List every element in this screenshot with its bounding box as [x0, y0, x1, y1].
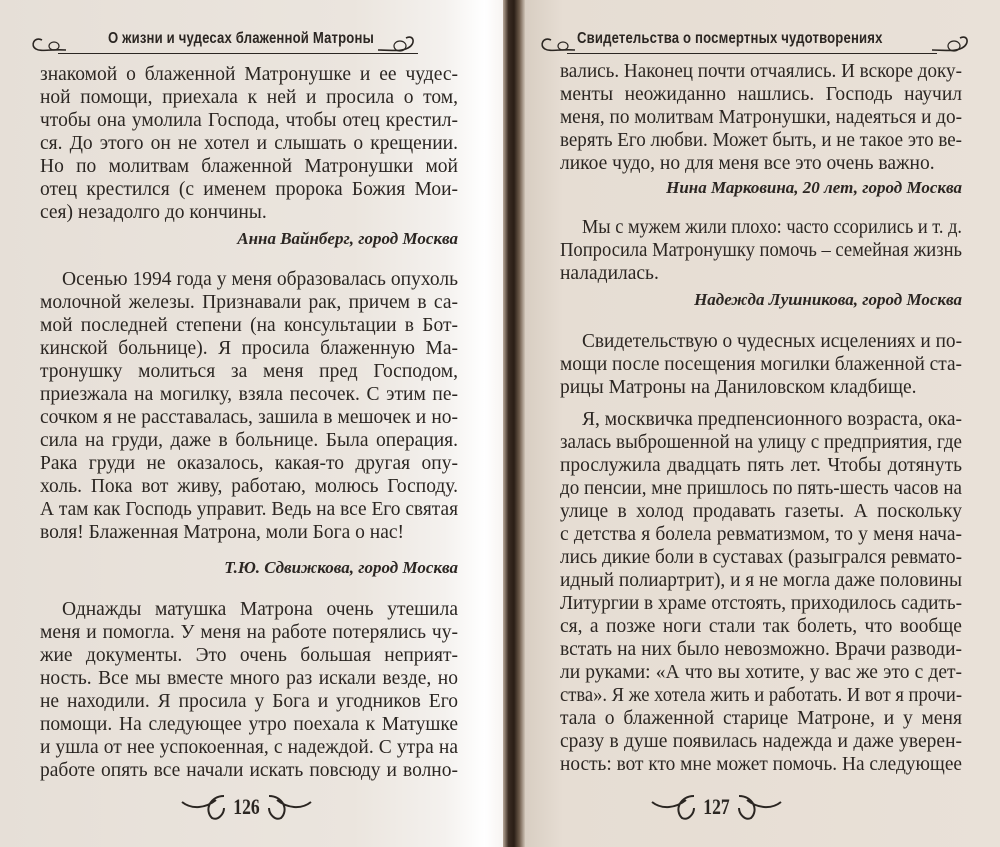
text-line	[40, 132, 458, 155]
line-text: сея) незадолго до кончины.	[40, 202, 267, 223]
text-line	[560, 152, 962, 175]
header-rule	[58, 53, 418, 55]
line-text: сразу в душе появилась надежда и даже уверен-	[560, 731, 962, 752]
line-text: Литургии в храме отстоять, приходилось садить-	[560, 593, 963, 614]
line-text: Мы с мужем жили плохо: часто ссорились и т. д.	[582, 217, 962, 238]
text-line	[560, 707, 962, 730]
line-text: приезжала на могилку, взяла песочек. С этим пе-	[40, 384, 459, 405]
text-line	[40, 498, 458, 521]
text-line	[40, 406, 458, 429]
signature	[560, 288, 962, 311]
line-text: ной помощи, приехала к ней и просила о том,	[40, 87, 458, 108]
signature-line	[40, 227, 458, 250]
text-line	[40, 178, 458, 201]
line-text: А там как Господь управит. Ведь на все Его святая	[40, 499, 459, 520]
line-text: ликое чудо, но для меня все это очень важно.	[560, 153, 935, 174]
signature-text: Нина Марковина, 20 лет, город Москва	[666, 178, 962, 197]
flourish-right-icon	[378, 34, 422, 56]
running-header	[537, 28, 977, 54]
line-text: жие документы. Это очень большая неприят-	[40, 645, 458, 666]
line-text: до пенсии, мне пришлось по пять-шесть часов на	[560, 478, 962, 499]
text-line	[40, 201, 458, 224]
text-line	[40, 314, 458, 337]
text-line	[40, 521, 458, 544]
line-text: и ушла от нее успокоенная, с надеждой. С утра на	[40, 737, 458, 758]
text-line	[40, 291, 458, 314]
line-text: лись дикие боли в суставах (разыгрался ревмато-	[560, 547, 962, 568]
line-text: отец крестился (с именем пророка Божия Мои-	[40, 179, 458, 200]
paragraph	[560, 60, 962, 175]
ornament-left-icon	[650, 792, 700, 822]
line-text: с детства я болела ревматизмом, то у меня нача-	[560, 524, 963, 545]
text-line	[560, 408, 962, 431]
line-text: ли руками: «А что вы хотите, у вас же это с дет-	[560, 662, 963, 683]
text-line	[560, 106, 962, 129]
ornament-left-icon	[180, 792, 230, 822]
text-line	[560, 477, 962, 500]
text-line	[40, 713, 458, 736]
paragraph	[560, 330, 962, 399]
text-line	[560, 330, 962, 353]
line-text: идный полиартрит), и я не могла даже половины	[560, 570, 963, 591]
line-text: ность: вот кто мне может помочь. На следующее	[560, 754, 963, 775]
line-text: не находили. Я просила у Бога и угодников Его	[40, 691, 458, 712]
signature-text: Анна Вайнберг, город Москва	[237, 229, 458, 248]
text-line	[40, 667, 458, 690]
text-line	[560, 546, 962, 569]
text-line	[40, 337, 458, 360]
signature-line	[560, 288, 962, 311]
paragraph	[560, 216, 962, 285]
line-text: ность. Все мы вместе много раз искали везде, но	[40, 668, 458, 689]
line-text: холь. Пока вот живу, работаю, молюсь Господу.	[40, 476, 458, 497]
line-text: мощи после посещения могилки блаженной ста-	[560, 354, 963, 375]
line-text: тронушку молиться за меня пред Господом,	[40, 361, 458, 382]
right-page	[525, 0, 1000, 847]
line-text: воля! Блаженная Матрона, моли Бога о нас!	[40, 522, 405, 543]
text-line	[560, 239, 962, 262]
text-line	[40, 360, 458, 383]
text-line	[40, 268, 458, 291]
line-text: чтобы она умолила Господа, чтобы отец крестил-	[40, 110, 458, 131]
text-line	[560, 638, 962, 661]
text-line	[560, 592, 962, 615]
text-line	[40, 155, 458, 178]
line-text: Осенью 1994 года у меня образовалась опухоль	[62, 269, 458, 290]
page-number	[180, 790, 313, 824]
paragraph	[40, 63, 458, 224]
flourish-right-icon	[932, 34, 976, 56]
line-text: Попросила Матронушку помочь – семейная жизнь	[560, 240, 963, 261]
line-text: улице в холод продавать газеты. А поскольку	[560, 501, 962, 522]
line-text: сочком я не расставалась, зашила в мешочек и но-	[40, 407, 458, 428]
line-text: кинской больнице). Я просила блаженную Ма-	[40, 338, 458, 359]
line-text: Я, москвичка предпенсионного возраста, ока-	[582, 409, 963, 430]
line-text: молочной железы. Признавали рак, причем в са-	[40, 292, 458, 313]
text-line	[40, 86, 458, 109]
book-spine	[503, 0, 525, 847]
text-line	[40, 383, 458, 406]
text-line	[40, 644, 458, 667]
text-line	[560, 500, 962, 523]
line-text: Но по молитвам блаженной Матронушки мой	[40, 156, 458, 177]
line-text: сила на груди, даже в больнице. Была операция.	[40, 430, 459, 451]
signature-line	[40, 556, 458, 579]
text-line	[40, 690, 458, 713]
text-line	[40, 452, 458, 475]
paragraph	[40, 598, 458, 782]
line-text: тала о блаженной старице Матроне, и у меня	[560, 708, 962, 729]
text-line	[560, 684, 962, 707]
text-line	[40, 598, 458, 621]
line-text: ся, а позже ноги стали так болеть, что вообще	[560, 616, 962, 637]
line-text: меня, по молитвам Матронушки, надеяться и до-	[560, 107, 963, 128]
text-line	[40, 759, 458, 782]
header-rule	[567, 53, 937, 55]
text-line	[560, 569, 962, 592]
text-line	[40, 109, 458, 132]
signature	[560, 176, 962, 199]
ornament-right-icon	[263, 792, 313, 822]
text-line	[560, 262, 962, 285]
line-text: вались. Наконец почти отчаялись. И вскоре доку-	[560, 61, 962, 82]
text-line	[560, 523, 962, 546]
page-number-text: 126	[233, 794, 260, 819]
text-line	[560, 730, 962, 753]
text-line	[560, 661, 962, 684]
text-line	[40, 621, 458, 644]
line-text: прослужила двадцать пять лет. Чтобы дотянуть	[560, 455, 963, 476]
text-line	[560, 376, 962, 399]
text-line	[560, 454, 962, 477]
line-text: верять Его любви. Может быть, и не такое это ве-	[560, 130, 963, 151]
line-text: встать на них было невозможно. Врачи разводи-	[560, 639, 963, 660]
signature	[40, 227, 458, 250]
text-line	[40, 63, 458, 86]
text-line	[560, 753, 962, 776]
text-line	[560, 60, 962, 83]
line-text: рицы Матроны на Даниловском кладбище.	[560, 377, 917, 398]
page-number	[650, 790, 783, 824]
signature-text: Т.Ю. Сдвижкова, город Москва	[224, 558, 458, 577]
text-line	[40, 736, 458, 759]
line-text: мой последней степени (на консультации в Бот-	[40, 315, 458, 336]
signature-line	[560, 176, 962, 199]
text-line	[560, 353, 962, 376]
paragraph	[40, 268, 458, 544]
line-text: Однажды матушка Матрона очень утешила	[62, 599, 458, 620]
line-text: залась выброшенной на улицу с предприятия, где	[560, 432, 962, 453]
line-text: знакомой о блаженной Матронушке и ее чудес-	[40, 64, 458, 85]
line-text: меня и помогла. У меня на работе потерялись чу-	[40, 622, 458, 643]
line-text: Рака груди не оказалось, какая-то другая опу-	[40, 453, 458, 474]
signature	[40, 556, 458, 579]
header-title: Свидетельства о посмертных чудотворениях	[577, 30, 883, 47]
text-line	[560, 431, 962, 454]
header-title: О жизни и чудесах блаженной Матроны	[108, 30, 374, 47]
text-line	[560, 83, 962, 106]
paragraph	[560, 408, 962, 776]
line-text: работе опять все начали искать повсюду и волно-	[40, 760, 458, 781]
text-line	[40, 429, 458, 452]
line-text: ства». Я же хотела жить и работать. И вот я прочи-	[560, 685, 963, 706]
text-line	[560, 129, 962, 152]
line-text: помощи. На следующее утро поехала к Матушке	[40, 714, 459, 735]
text-line	[40, 475, 458, 498]
line-text: Свидетельствую о чудесных исцелениях и по-	[582, 331, 962, 352]
line-text: ся. До этого он не хотел и слышать о крещении.	[40, 133, 458, 154]
text-line	[560, 615, 962, 638]
ornament-right-icon	[733, 792, 783, 822]
running-header	[28, 28, 468, 54]
text-line	[560, 216, 962, 239]
line-text: наладилась.	[560, 263, 659, 284]
signature-text: Надежда Лушникова, город Москва	[694, 290, 962, 309]
line-text: менты неожиданно нашлись. Господь научил	[560, 84, 962, 105]
page-number-text: 127	[703, 794, 730, 819]
